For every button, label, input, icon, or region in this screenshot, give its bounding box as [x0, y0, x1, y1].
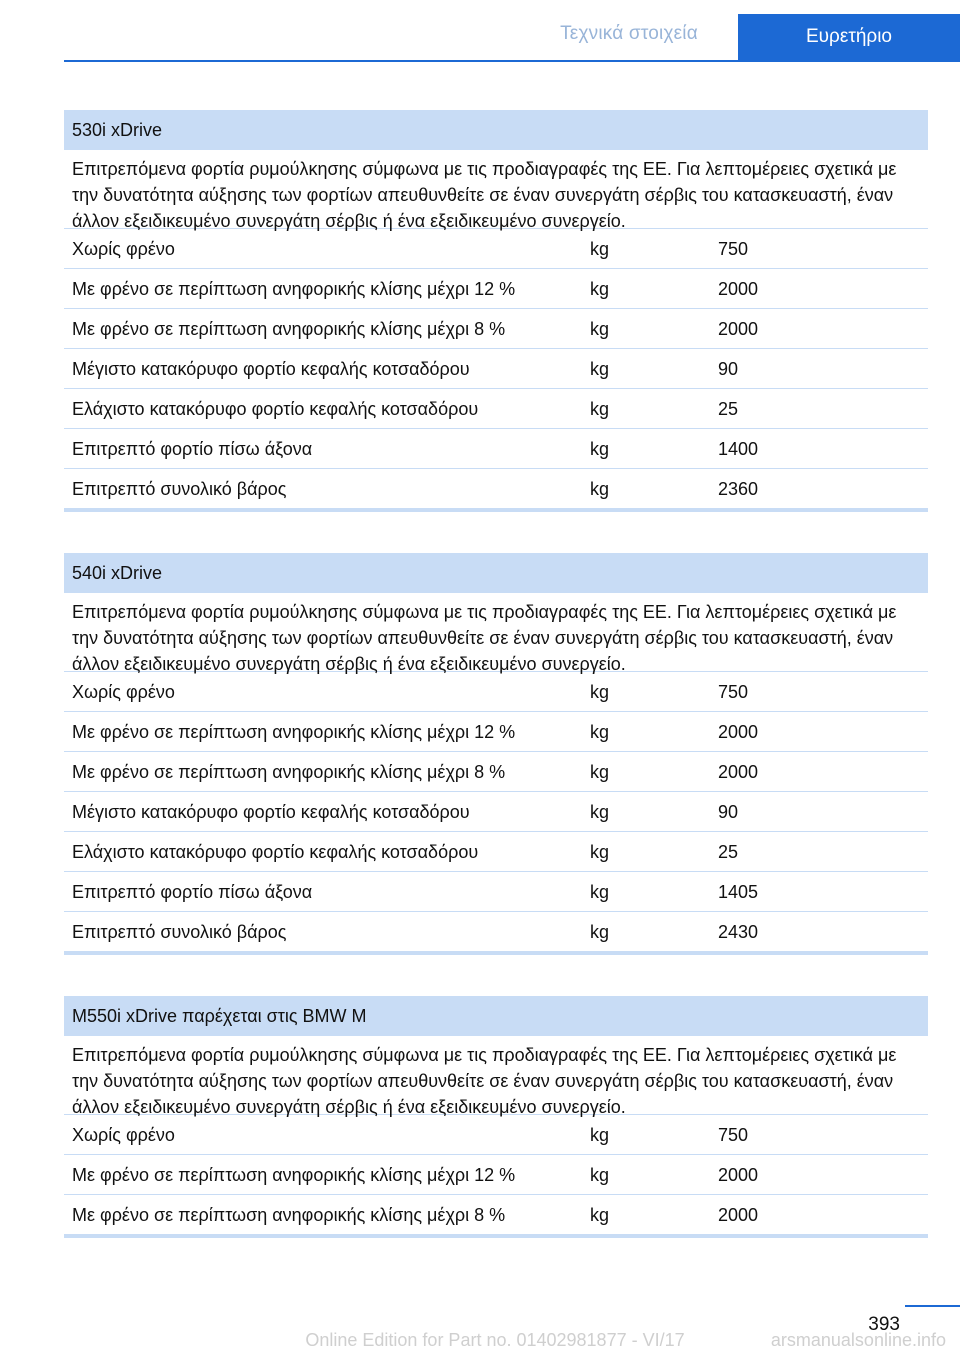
- page-number: 393: [868, 1314, 900, 1335]
- row-unit: kg: [590, 922, 610, 942]
- tab-index[interactable]: Ευρετήριο: [738, 14, 960, 60]
- row-label: Επιτρεπτό συνολικό βάρος: [72, 479, 287, 499]
- watermark-site: arsmanualsonline.info: [770, 1330, 946, 1350]
- row-label: Ελάχιστο κατακόρυφο φορτίο κεφαλής κοτσαδόρου: [72, 399, 479, 419]
- row-unit: kg: [590, 762, 610, 782]
- table-row: [64, 672, 928, 712]
- breadcrumb[interactable]: Τεχνικά στοιχεία: [560, 23, 698, 44]
- row-unit: kg: [590, 279, 610, 299]
- row-unit: kg: [590, 882, 610, 902]
- row-unit: kg: [590, 359, 610, 379]
- row-value: 1400: [718, 439, 759, 459]
- row-label: Μέγιστο κατακόρυφο φορτίο κεφαλής κοτσαδόρου: [72, 802, 470, 822]
- row-unit: kg: [590, 682, 610, 702]
- spec-table-540i: [64, 553, 928, 955]
- row-value: 2000: [718, 319, 759, 339]
- row-label: Με φρένο σε περίπτωση ανηφορικής κλίσης μέχρι 12 %: [72, 722, 516, 742]
- row-unit: kg: [590, 239, 610, 259]
- row-value: 2000: [718, 1165, 759, 1185]
- table-row: [64, 229, 928, 269]
- table-row: [64, 1115, 928, 1155]
- row-unit: kg: [590, 319, 610, 339]
- row-value: 90: [718, 802, 739, 822]
- row-label: Επιτρεπτό συνολικό βάρος: [72, 922, 287, 942]
- edition-footer: Online Edition for Part no. 01402981877 - VI/17: [305, 1330, 685, 1350]
- row-unit: kg: [590, 1125, 610, 1145]
- row-unit: kg: [590, 1205, 610, 1225]
- row-value: 90: [718, 359, 739, 379]
- row-label: Ελάχιστο κατακόρυφο φορτίο κεφαλής κοτσαδόρου: [72, 842, 479, 862]
- row-value: 2430: [718, 922, 759, 942]
- row-label: Χωρίς φρένο: [72, 1125, 175, 1145]
- table-row: [64, 389, 928, 429]
- row-unit: kg: [590, 802, 610, 822]
- row-unit: kg: [590, 1165, 610, 1185]
- page-header: [0, 0, 960, 62]
- row-label: Χωρίς φρένο: [72, 239, 175, 259]
- page-number-rule: [905, 1305, 960, 1307]
- row-unit: kg: [590, 479, 610, 499]
- row-value: 2360: [718, 479, 759, 499]
- section-end-rule: [64, 508, 928, 512]
- table-row: [64, 429, 928, 469]
- row-value: 25: [718, 399, 739, 419]
- spec-table-530i: [64, 110, 928, 512]
- section-title: 530i xDrive: [64, 110, 928, 150]
- table-row: [64, 712, 928, 752]
- table-row: [64, 792, 928, 832]
- section-end-rule: [64, 1234, 928, 1238]
- row-label: Επιτρεπτό φορτίο πίσω άξονα: [72, 882, 313, 902]
- row-label: Μέγιστο κατακόρυφο φορτίο κεφαλής κοτσαδόρου: [72, 359, 470, 379]
- row-unit: kg: [590, 439, 610, 459]
- row-label: Με φρένο σε περίπτωση ανηφορικής κλίσης μέχρι 12 %: [72, 279, 516, 299]
- section-title: 540i xDrive: [64, 553, 928, 593]
- table-row: [64, 752, 928, 792]
- table-row: [64, 832, 928, 872]
- row-value: 2000: [718, 1205, 759, 1225]
- table-row: [64, 349, 928, 389]
- table-row: [64, 1195, 928, 1235]
- row-value: 2000: [718, 762, 759, 782]
- row-value: 750: [718, 239, 749, 259]
- row-label: Χωρίς φρένο: [72, 682, 175, 702]
- table-row: [64, 469, 928, 509]
- table-row: [64, 1155, 928, 1195]
- row-value: 1405: [718, 882, 759, 902]
- row-unit: kg: [590, 842, 610, 862]
- section-title: M550i xDrive παρέχεται στις BMW M: [64, 996, 928, 1036]
- section-end-rule: [64, 951, 928, 955]
- row-value: 750: [718, 1125, 749, 1145]
- table-row: [64, 872, 928, 912]
- row-value: 2000: [718, 279, 759, 299]
- table-row: [64, 912, 928, 952]
- row-label: Με φρένο σε περίπτωση ανηφορικής κλίσης μέχρι 8 %: [72, 762, 506, 782]
- header-divider: [64, 60, 960, 62]
- row-value: 750: [718, 682, 749, 702]
- section-note: Επιτρεπόμενα φορτία ρυμούλκησης σύμφωνα με τις προδιαγραφές της ΕΕ. Για λεπτομέρειες σχετικά με την δυνατότητα αύξησης των φορτίων απευθυνθείτε σε έναν συνεργάτη σέρβις του κατασκευαστή, έναν άλλον εξειδικευμένο συνεργάτη σέρβις ή ένα εξειδικευμένο συνεργείο.: [64, 150, 928, 229]
- row-value: 25: [718, 842, 739, 862]
- section-note: Επιτρεπόμενα φορτία ρυμούλκησης σύμφωνα με τις προδιαγραφές της ΕΕ. Για λεπτομέρειες σχετικά με την δυνατότητα αύξησης των φορτίων απευθυνθείτε σε έναν συνεργάτη σέρβις του κατασκευαστή, έναν άλλον εξειδικευμένο συνεργάτη σέρβις ή ένα εξειδικευμένο συνεργείο.: [64, 593, 928, 672]
- row-label: Με φρένο σε περίπτωση ανηφορικής κλίσης μέχρι 8 %: [72, 1205, 506, 1225]
- spec-table-m550i: [64, 996, 928, 1238]
- row-unit: kg: [590, 399, 610, 419]
- row-label: Με φρένο σε περίπτωση ανηφορικής κλίσης μέχρι 12 %: [72, 1165, 516, 1185]
- row-unit: kg: [590, 722, 610, 742]
- row-label: Επιτρεπτό φορτίο πίσω άξονα: [72, 439, 313, 459]
- row-value: 2000: [718, 722, 759, 742]
- row-label: Με φρένο σε περίπτωση ανηφορικής κλίσης μέχρι 8 %: [72, 319, 506, 339]
- table-row: [64, 269, 928, 309]
- section-note: Επιτρεπόμενα φορτία ρυμούλκησης σύμφωνα με τις προδιαγραφές της ΕΕ. Για λεπτομέρειες σχετικά με την δυνατότητα αύξησης των φορτίων απευθυνθείτε σε έναν συνεργάτη σέρβις του κατασκευαστή, έναν άλλον εξειδικευμένο συνεργάτη σέρβις ή ένα εξειδικευμένο συνεργείο.: [64, 1036, 928, 1115]
- table-row: [64, 309, 928, 349]
